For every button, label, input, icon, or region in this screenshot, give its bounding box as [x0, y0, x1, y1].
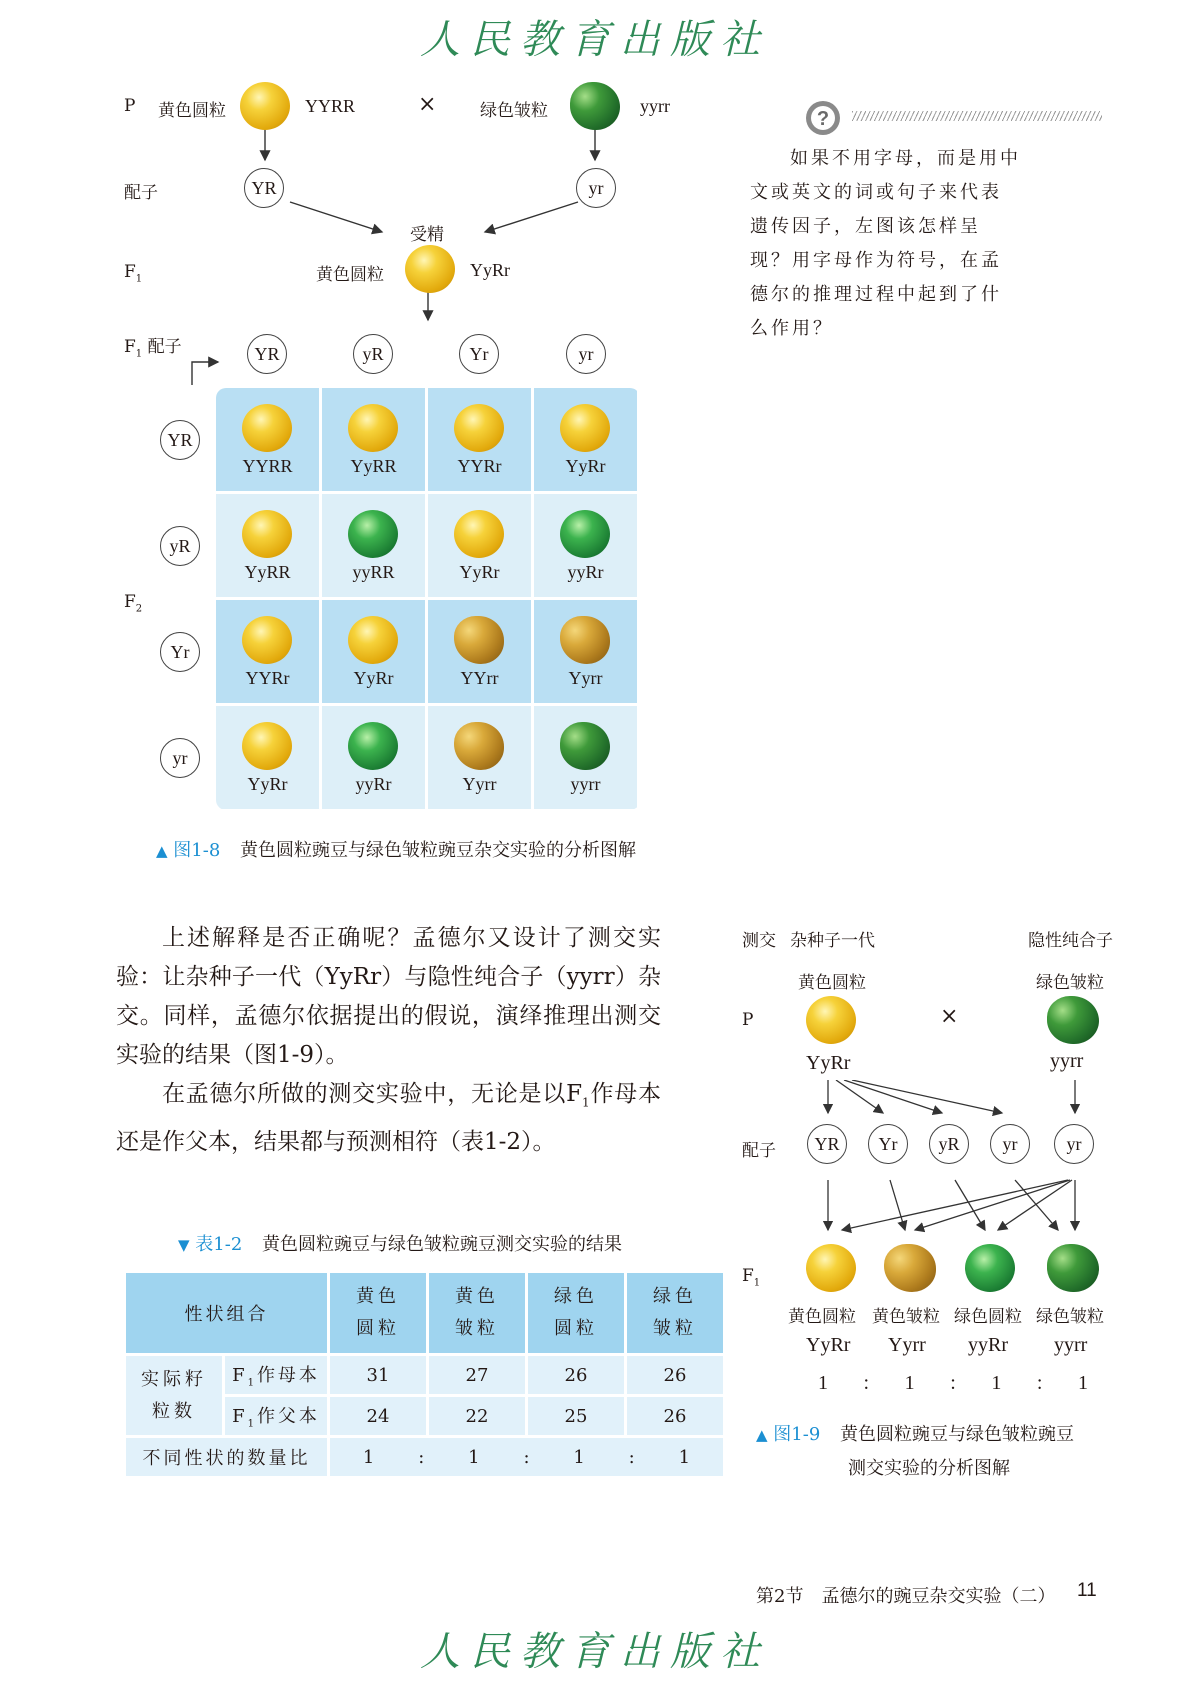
- col-gamete-circle: yR: [353, 334, 393, 374]
- punnett-genotype: YYRR: [242, 456, 293, 476]
- row-label: $F_1$作父本: [232, 1406, 320, 1430]
- yellow-round-pea: [240, 82, 290, 130]
- punnett-cell: [216, 600, 319, 703]
- f2-label: $F_2$: [124, 592, 143, 615]
- punnett-cell: [216, 388, 319, 491]
- punnett-genotype: YyRR: [350, 456, 397, 476]
- gamete-circle: yR: [929, 1124, 969, 1164]
- punnett-cell: [428, 388, 531, 491]
- section-title: 第2节 孟德尔的豌豆杂交实验（二）: [756, 1586, 1056, 1607]
- question-text: 如果不用字母，而是用中文或英文的词或句子来代表遗传因子，左图该怎样呈现？用字母作为符号，在孟德尔的推理过程中起到了什么作用？: [750, 148, 1021, 339]
- punnett-cell: [322, 494, 425, 597]
- figure-1-8-caption: ▲ 图1-8 黄色圆粒豌豆与绿色皱粒豌豆杂交实验的分析图解: [156, 840, 637, 861]
- cross-symbol: ×: [940, 1004, 959, 1029]
- table-cell: 26: [663, 1364, 687, 1386]
- gamete-circle: Yr: [868, 1124, 908, 1164]
- gamete-circle: yr: [576, 168, 616, 208]
- recessive-phenotype: 绿色皱粒: [1036, 973, 1104, 993]
- offspring-genotype: Yyrr: [888, 1334, 926, 1356]
- svg-text:?: ?: [816, 108, 830, 130]
- hybrid-phenotype: 黄色圆粒: [798, 973, 866, 993]
- punnett-cell: [534, 706, 637, 809]
- punnett-cell: [322, 600, 425, 703]
- figure-1-9-arrows: [0, 1080, 1190, 1320]
- p1-genotype: YYRR: [305, 96, 356, 116]
- gamete-label: 配子: [124, 183, 158, 203]
- offspring-phenotype: 黄色皱粒: [872, 1307, 940, 1327]
- yellow-round-pea: [348, 404, 398, 452]
- yellow-wrinkled-pea: [454, 616, 504, 664]
- green-wrinkled-pea: [560, 722, 610, 770]
- ratio-label: 不同性状的数量比: [142, 1448, 311, 1469]
- punnett-cell: [322, 706, 425, 809]
- testcross-label: 测交: [742, 931, 776, 951]
- green-wrinkled-pea: [1047, 1244, 1099, 1292]
- row-gamete-circle: YR: [160, 420, 200, 460]
- yellow-round-pea: [242, 722, 292, 770]
- punnett-genotype: YYrr: [460, 668, 499, 688]
- fertilization-label: 受精: [410, 225, 444, 245]
- yellow-round-pea: [806, 1244, 856, 1292]
- footer-logo: 人民教育出版社: [420, 1629, 770, 1675]
- figure-number: 图1-9: [773, 1424, 821, 1445]
- page-number: 11: [1077, 1580, 1097, 1601]
- offspring-genotype: yyrr: [1054, 1334, 1088, 1356]
- green-round-pea: [560, 510, 610, 558]
- p2-genotype: yyrr: [640, 96, 670, 116]
- punnett-genotype: YyRr: [353, 668, 394, 688]
- punnett-cell: [534, 600, 637, 703]
- offspring-genotype: yyRr: [968, 1334, 1008, 1356]
- figure-1-9-caption: ▲ 图1-9 黄色圆粒豌豆与绿色皱粒豌豆: [756, 1424, 1075, 1445]
- yellow-round-pea: [242, 404, 292, 452]
- table-cell: 22: [465, 1405, 489, 1427]
- yellow-round-pea: [454, 404, 504, 452]
- gamete-circle: YR: [244, 168, 284, 208]
- offspring-phenotype: 绿色皱粒: [1036, 1307, 1104, 1327]
- table-header-label: 性状组合: [126, 1273, 327, 1353]
- punnett-cell: [428, 494, 531, 597]
- recessive-label: 隐性纯合子: [1028, 931, 1113, 951]
- table-cell: 26: [663, 1405, 687, 1427]
- p-label: P: [124, 96, 136, 116]
- hybrid-genotype: YyRr: [806, 1052, 851, 1074]
- row-gamete-circle: yr: [160, 738, 200, 778]
- punnett-cell: [534, 388, 637, 491]
- p1-phenotype: 黄色圆粒: [158, 101, 226, 121]
- punnett-genotype: YYRr: [245, 668, 290, 688]
- yellow-round-pea: [242, 616, 292, 664]
- col-gamete-circle: Yr: [459, 334, 499, 374]
- table-header-cell: 黄色 皱粒: [429, 1273, 525, 1353]
- punnett-genotype: Yyrr: [462, 774, 497, 794]
- caption-text-line2: 测交实验的分析图解: [848, 1458, 1010, 1479]
- table-header-cell: 绿色 圆粒: [528, 1273, 624, 1353]
- green-round-pea: [965, 1244, 1015, 1292]
- f1-genotype: YyRr: [470, 260, 510, 280]
- cross-symbol: ×: [418, 92, 437, 117]
- punnett-cell: [428, 706, 531, 809]
- punnett-genotype: YYRr: [457, 456, 502, 476]
- yellow-round-pea: [454, 510, 504, 558]
- ratio-row: 1 : 1 : 1 : 1: [362, 1446, 691, 1468]
- green-round-pea: [348, 722, 398, 770]
- yellow-wrinkled-pea: [454, 722, 504, 770]
- punnett-genotype: yyrr: [570, 774, 601, 794]
- f1-label: $F_1$: [124, 262, 143, 285]
- punnett-genotype: YyRr: [459, 562, 500, 582]
- punnett-cell: [216, 494, 319, 597]
- punnett-genotype: yyRr: [567, 562, 604, 582]
- punnett-genotype: YyRr: [247, 774, 288, 794]
- body-paragraph: 在孟德尔所做的测交实验中，无论是以$F_1$作母本还是作父本，结果都与预测相符（表1-2）。: [116, 1081, 661, 1155]
- row-group-label: 实际籽粒数: [126, 1356, 222, 1435]
- col-gamete-circle: yr: [566, 334, 606, 374]
- table-cell: 25: [564, 1405, 588, 1427]
- punnett-cell: [322, 388, 425, 491]
- punnett-genotype: YyRr: [565, 456, 606, 476]
- table-cell: 26: [564, 1364, 588, 1386]
- testcross-ratio: 1 : 1 : 1 : 1: [818, 1372, 1088, 1394]
- yellow-wrinkled-pea: [884, 1244, 936, 1292]
- yellow-round-pea: [806, 996, 856, 1044]
- f1-phenotype: 黄色圆粒: [316, 265, 384, 285]
- yellow-round-pea: [560, 404, 610, 452]
- figure-number: 图1-8: [173, 840, 221, 861]
- p2-phenotype: 绿色皱粒: [480, 101, 548, 121]
- offspring-phenotype: 绿色圆粒: [954, 1307, 1022, 1327]
- row-gamete-circle: yR: [160, 526, 200, 566]
- question-icon: [803, 98, 845, 138]
- offspring-genotype: YyRr: [806, 1334, 851, 1356]
- table-cell: 24: [366, 1405, 390, 1427]
- table-header-cell: 黄色 圆粒: [330, 1273, 426, 1353]
- green-round-pea: [348, 510, 398, 558]
- gamete-label: 配子: [742, 1141, 776, 1161]
- punnett-genotype: YyRR: [244, 562, 291, 582]
- table-header-cell: 绿色 皱粒: [627, 1273, 723, 1353]
- table-cell: 27: [465, 1364, 489, 1386]
- yellow-wrinkled-pea: [560, 616, 610, 664]
- punnett-genotype: yyRR: [352, 562, 395, 582]
- caption-text: 黄色圆粒豌豆与绿色皱粒豌豆: [840, 1424, 1075, 1445]
- caption-text: 黄色圆粒豌豆与绿色皱粒豌豆杂交实验的分析图解: [240, 840, 637, 861]
- punnett-cell: [534, 494, 637, 597]
- yellow-round-pea: [242, 510, 292, 558]
- col-gamete-circle: YR: [247, 334, 287, 374]
- decorative-hatch: [852, 111, 1102, 121]
- punnett-genotype: yyRr: [355, 774, 392, 794]
- table-1-2-caption: ▼ 表1-2 黄色圆粒豌豆与绿色皱粒豌豆测交实验的结果: [178, 1234, 623, 1255]
- gamete-circle: YR: [807, 1124, 847, 1164]
- gamete-circle: yr: [1054, 1124, 1094, 1164]
- green-wrinkled-pea: [570, 82, 620, 130]
- green-wrinkled-pea: [1047, 996, 1099, 1044]
- offspring-phenotype: 黄色圆粒: [788, 1307, 856, 1327]
- body-paragraph: 上述解释是否正确呢？孟德尔又设计了测交实验：让杂种子一代（YyRr）与隐性纯合子（yyrr）杂交。同样，孟德尔依据提出的假说，演绎推理出测交实验的结果（图1-9）。: [116, 925, 661, 1068]
- f1-label: $F_1$: [742, 1266, 761, 1289]
- punnett-cell: [428, 600, 531, 703]
- recessive-genotype: yyrr: [1050, 1050, 1084, 1072]
- caption-text: 黄色圆粒豌豆与绿色皱粒豌豆测交实验的结果: [262, 1234, 623, 1255]
- punnett-square: [216, 388, 640, 810]
- punnett-cell: [216, 706, 319, 809]
- row-label: $F_1$作母本: [232, 1365, 320, 1389]
- punnett-genotype: Yyrr: [568, 668, 603, 688]
- header-logo: 人民教育出版社: [420, 17, 770, 63]
- row-gamete-circle: Yr: [160, 632, 200, 672]
- p-label: P: [742, 1010, 754, 1030]
- yellow-round-pea: [348, 616, 398, 664]
- table-cell: 31: [366, 1364, 390, 1386]
- table-number: 表1-2: [195, 1234, 243, 1255]
- yellow-round-pea: [405, 245, 455, 293]
- hybrid-label: 杂种子一代: [790, 931, 875, 951]
- f1-gametes-label: $F_1$ 配子: [124, 337, 182, 360]
- gamete-circle: yr: [990, 1124, 1030, 1164]
